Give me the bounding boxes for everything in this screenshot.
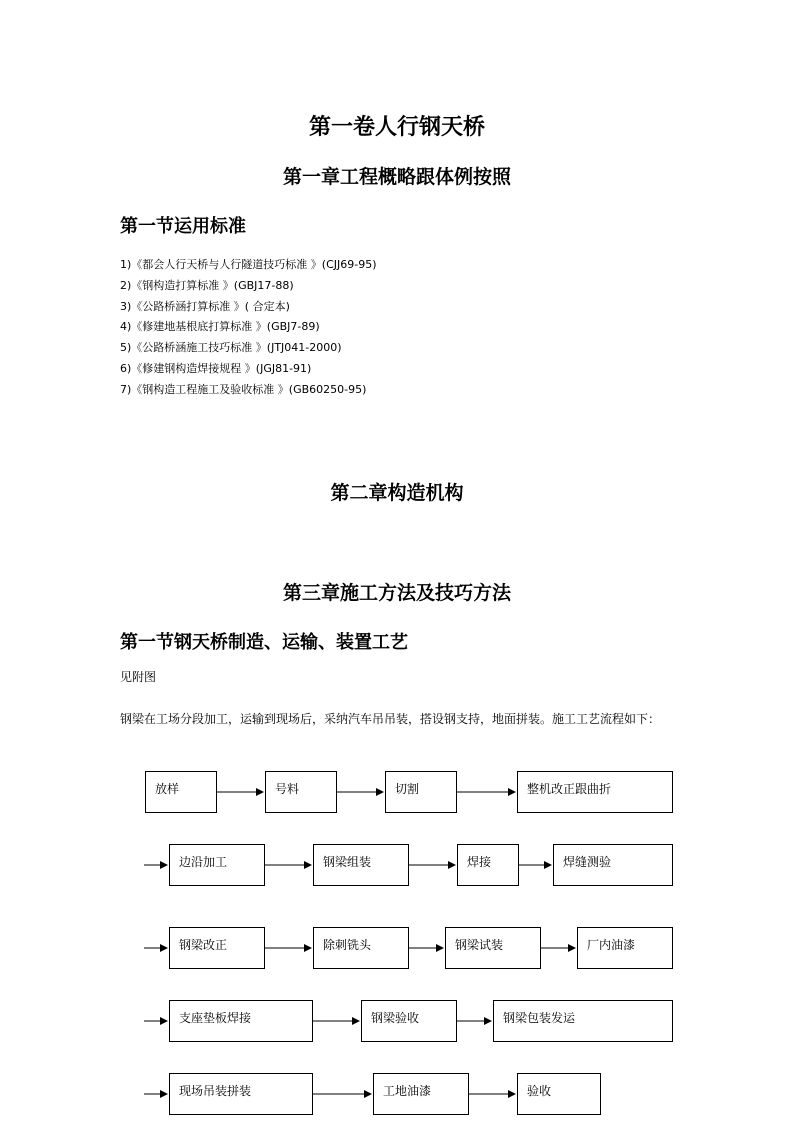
- flow-step: 验收: [517, 1073, 601, 1115]
- flow-step: 现场吊装拼装: [169, 1073, 313, 1115]
- standard-item: 2)《钢构造打算标准 》(GBJ17-88): [120, 278, 294, 292]
- flow-step: 工地油漆: [373, 1073, 469, 1115]
- flow-step: 焊缝测验: [553, 844, 673, 886]
- chapter1-section1-title: 第一节运用标准: [120, 216, 246, 237]
- standard-item: 5)《公路桥涵施工技巧标准 》(JTJ041-2000): [120, 341, 342, 355]
- flow-step: 焊接: [457, 844, 519, 886]
- flow-step: 支座垫板焊接: [169, 1000, 313, 1042]
- flow-step: 切割: [385, 771, 457, 813]
- chapter2-title: 第二章构造机构: [330, 482, 464, 504]
- standard-item: 7)《钢构造工程施工及验收标准 》(GB60250-95): [120, 382, 367, 396]
- flow-step: 钢梁验收: [361, 1000, 457, 1042]
- flow-step: 边沿加工: [169, 844, 265, 886]
- flow-step: 除刺铣头: [313, 927, 409, 969]
- process-description: 钢梁在工场分段加工，运输到现场后，采纳汽车吊吊装，搭设钢支持，地面拼装。施工工艺流程如下：: [120, 712, 661, 726]
- see-attached-note: 见附图: [120, 670, 157, 684]
- chapter3-title: 第三章施工方法及技巧方法: [282, 582, 511, 604]
- standard-item: 6)《修建钢构造焊接规程 》(JGJ81-91): [120, 361, 312, 375]
- standard-item: 4)《修建地基根底打算标准 》(GBJ7-89): [120, 320, 320, 334]
- flow-step: 放样: [145, 771, 217, 813]
- standard-item: 1)《都会人行天桥与人行隧道技巧标准 》(CJJ69-95): [120, 258, 377, 271]
- standard-item: 3)《公路桥涵打算标准 》( 合定本): [120, 299, 290, 313]
- chapter1-title: 第一章工程概略跟体例按照: [282, 166, 511, 188]
- flow-step: 钢梁组装: [313, 844, 409, 886]
- flow-step: 厂内油漆: [577, 927, 673, 969]
- flow-step: 号料: [265, 771, 337, 813]
- flow-step: 钢梁试装: [445, 927, 541, 969]
- flow-step: 整机改正跟曲折: [517, 771, 673, 813]
- flow-step: 钢梁改正: [169, 927, 265, 969]
- flow-step: 钢梁包装发运: [493, 1000, 673, 1042]
- chapter3-section1-title: 第一节钢天桥制造、运输、装置工艺: [120, 632, 408, 653]
- volume-title: 第一卷人行钢天桥: [308, 115, 485, 140]
